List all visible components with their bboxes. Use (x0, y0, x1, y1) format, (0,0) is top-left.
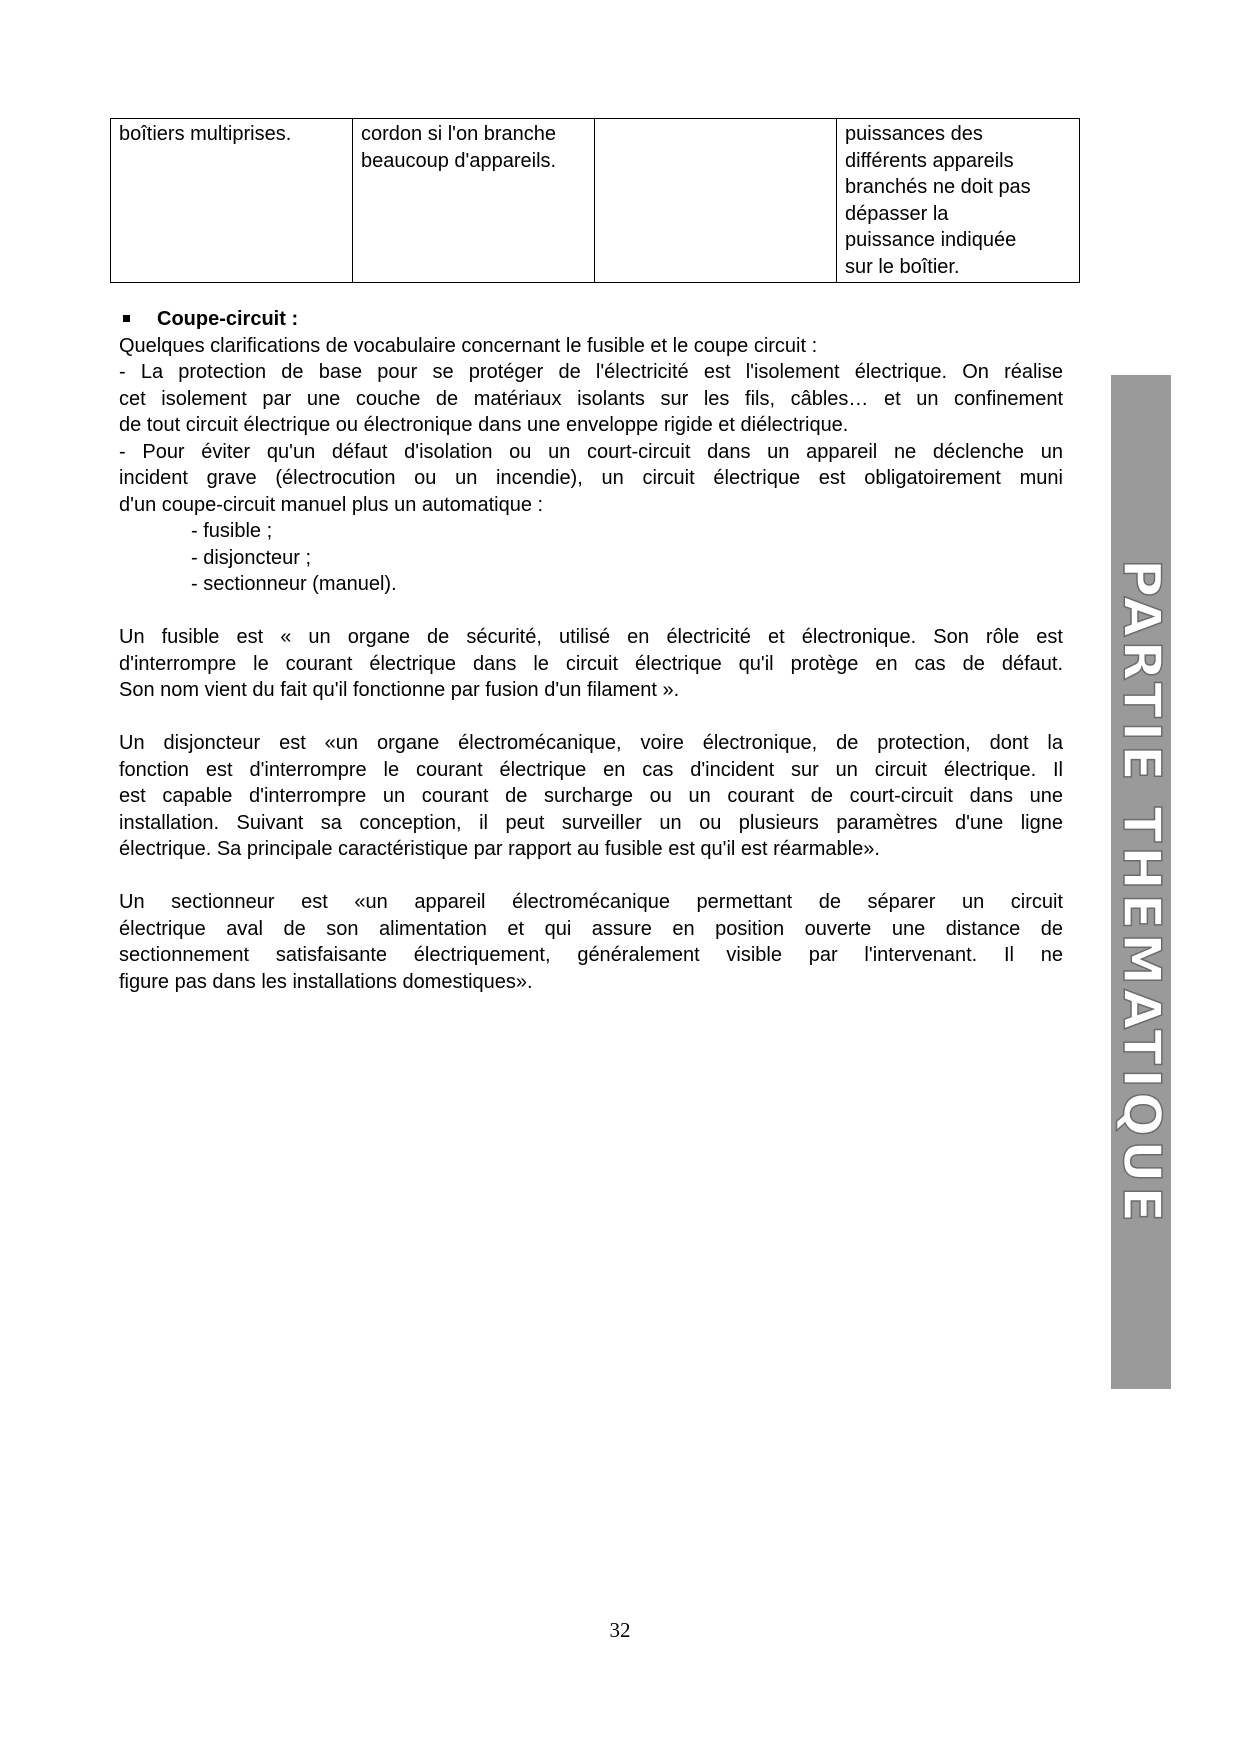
text-line: d'interrompre le courant électrique dans le circuit électrique qu'il protège en cas de défaut. (119, 652, 1063, 675)
section-heading (119, 306, 1063, 333)
paragraph-protection (119, 359, 1063, 439)
list-item: - fusible ; (191, 520, 273, 542)
device-list (119, 518, 1063, 598)
section-sidebar-tab (1111, 375, 1171, 1389)
list-item: - disjoncteur ; (191, 546, 312, 569)
paragraph-sectionneur (119, 889, 1063, 995)
text-line: Un disjoncteur est «un organe électromécanique, voire électronique, de protection, dont la (119, 732, 1063, 754)
text-line: incident grave (électrocution ou un incendie), un circuit électrique est obligatoirement muni (119, 467, 1063, 489)
text-line: fonction est d'interrompre le courant électrique en cas d'incident sur un circuit électrique. Il (119, 758, 1063, 781)
table-cell (837, 119, 1080, 283)
text-line: sectionnement satisfaisante électriquement, généralement visible par l'intervenant. Il ne (119, 944, 1063, 966)
cell-text: sur le boîtier. (845, 255, 960, 278)
continuation-table (110, 118, 1080, 283)
text-line: figure pas dans les installations domestiques». (119, 970, 533, 993)
table-row (111, 119, 1080, 283)
text-line: Son nom vient du fait qu'il fonctionne par fusion d'un filament ». (119, 679, 680, 701)
text-line: de tout circuit électrique ou électronique dans une enveloppe rigide et diélectrique. (119, 414, 849, 436)
intro-line: Quelques clarifications de vocabulaire concernant le fusible et le coupe circuit : (119, 334, 818, 357)
table-cell (111, 119, 353, 283)
text-line: électrique. Sa principale caractéristique par rapport au fusible est qu'il est réarmable». (119, 838, 880, 860)
cell-text: boîtiers multiprises. (119, 123, 292, 145)
square-bullet-icon (123, 315, 130, 322)
text-line: d'un coupe-circuit manuel plus un automatique : (119, 493, 544, 516)
cell-text: puissances des (845, 123, 983, 145)
text-line: est capable d'interrompre un courant de surcharge ou un courant de court-circuit dans une (119, 785, 1063, 807)
text-line: installation. Suivant sa conception, il peut surveiller un ou plusieurs paramètres d'une ligne (119, 811, 1063, 834)
table-cell-empty (595, 119, 837, 283)
text-line: - Pour éviter qu'un défaut d'isolation ou un court-circuit dans un appareil ne déclenche un (119, 440, 1063, 463)
table-cell (353, 119, 595, 283)
cell-text: branchés ne doit pas (845, 176, 1031, 198)
text-line: électrique aval de son alimentation et qui assure en position ouverte une distance de (119, 917, 1063, 940)
text-line: cet isolement par une couche de matériaux isolants sur les fils, câbles… et un confinement (119, 387, 1063, 410)
paragraph-coupe-circuit (119, 439, 1063, 519)
cell-text: différents appareils (845, 149, 1014, 172)
heading-text: Coupe-circuit : (157, 308, 299, 330)
text-line: - La protection de base pour se protéger de l'électricité est l'isolement électrique. On réalise (119, 361, 1063, 383)
page-number: 32 (609, 1618, 631, 1642)
list-item: - sectionneur (manuel). (191, 573, 397, 595)
cell-text: puissance indiquée (845, 229, 1017, 251)
cell-text: beaucoup d'appareils. (361, 149, 557, 172)
text-line: Un sectionneur est «un appareil électromécanique permettant de séparer un circuit (119, 891, 1063, 913)
paragraph-fusible (119, 624, 1063, 704)
body-text (119, 306, 1063, 995)
sidebar-label: PARTIE THEMATIQUE (1111, 559, 1171, 1226)
text-line: Un fusible est « un organe de sécurité, utilisé en électricité et électronique. Son rôle est (119, 626, 1063, 648)
cell-text: dépasser la (845, 202, 949, 225)
cell-text: cordon si l'on branche (361, 123, 557, 145)
paragraph-disjoncteur (119, 730, 1063, 863)
